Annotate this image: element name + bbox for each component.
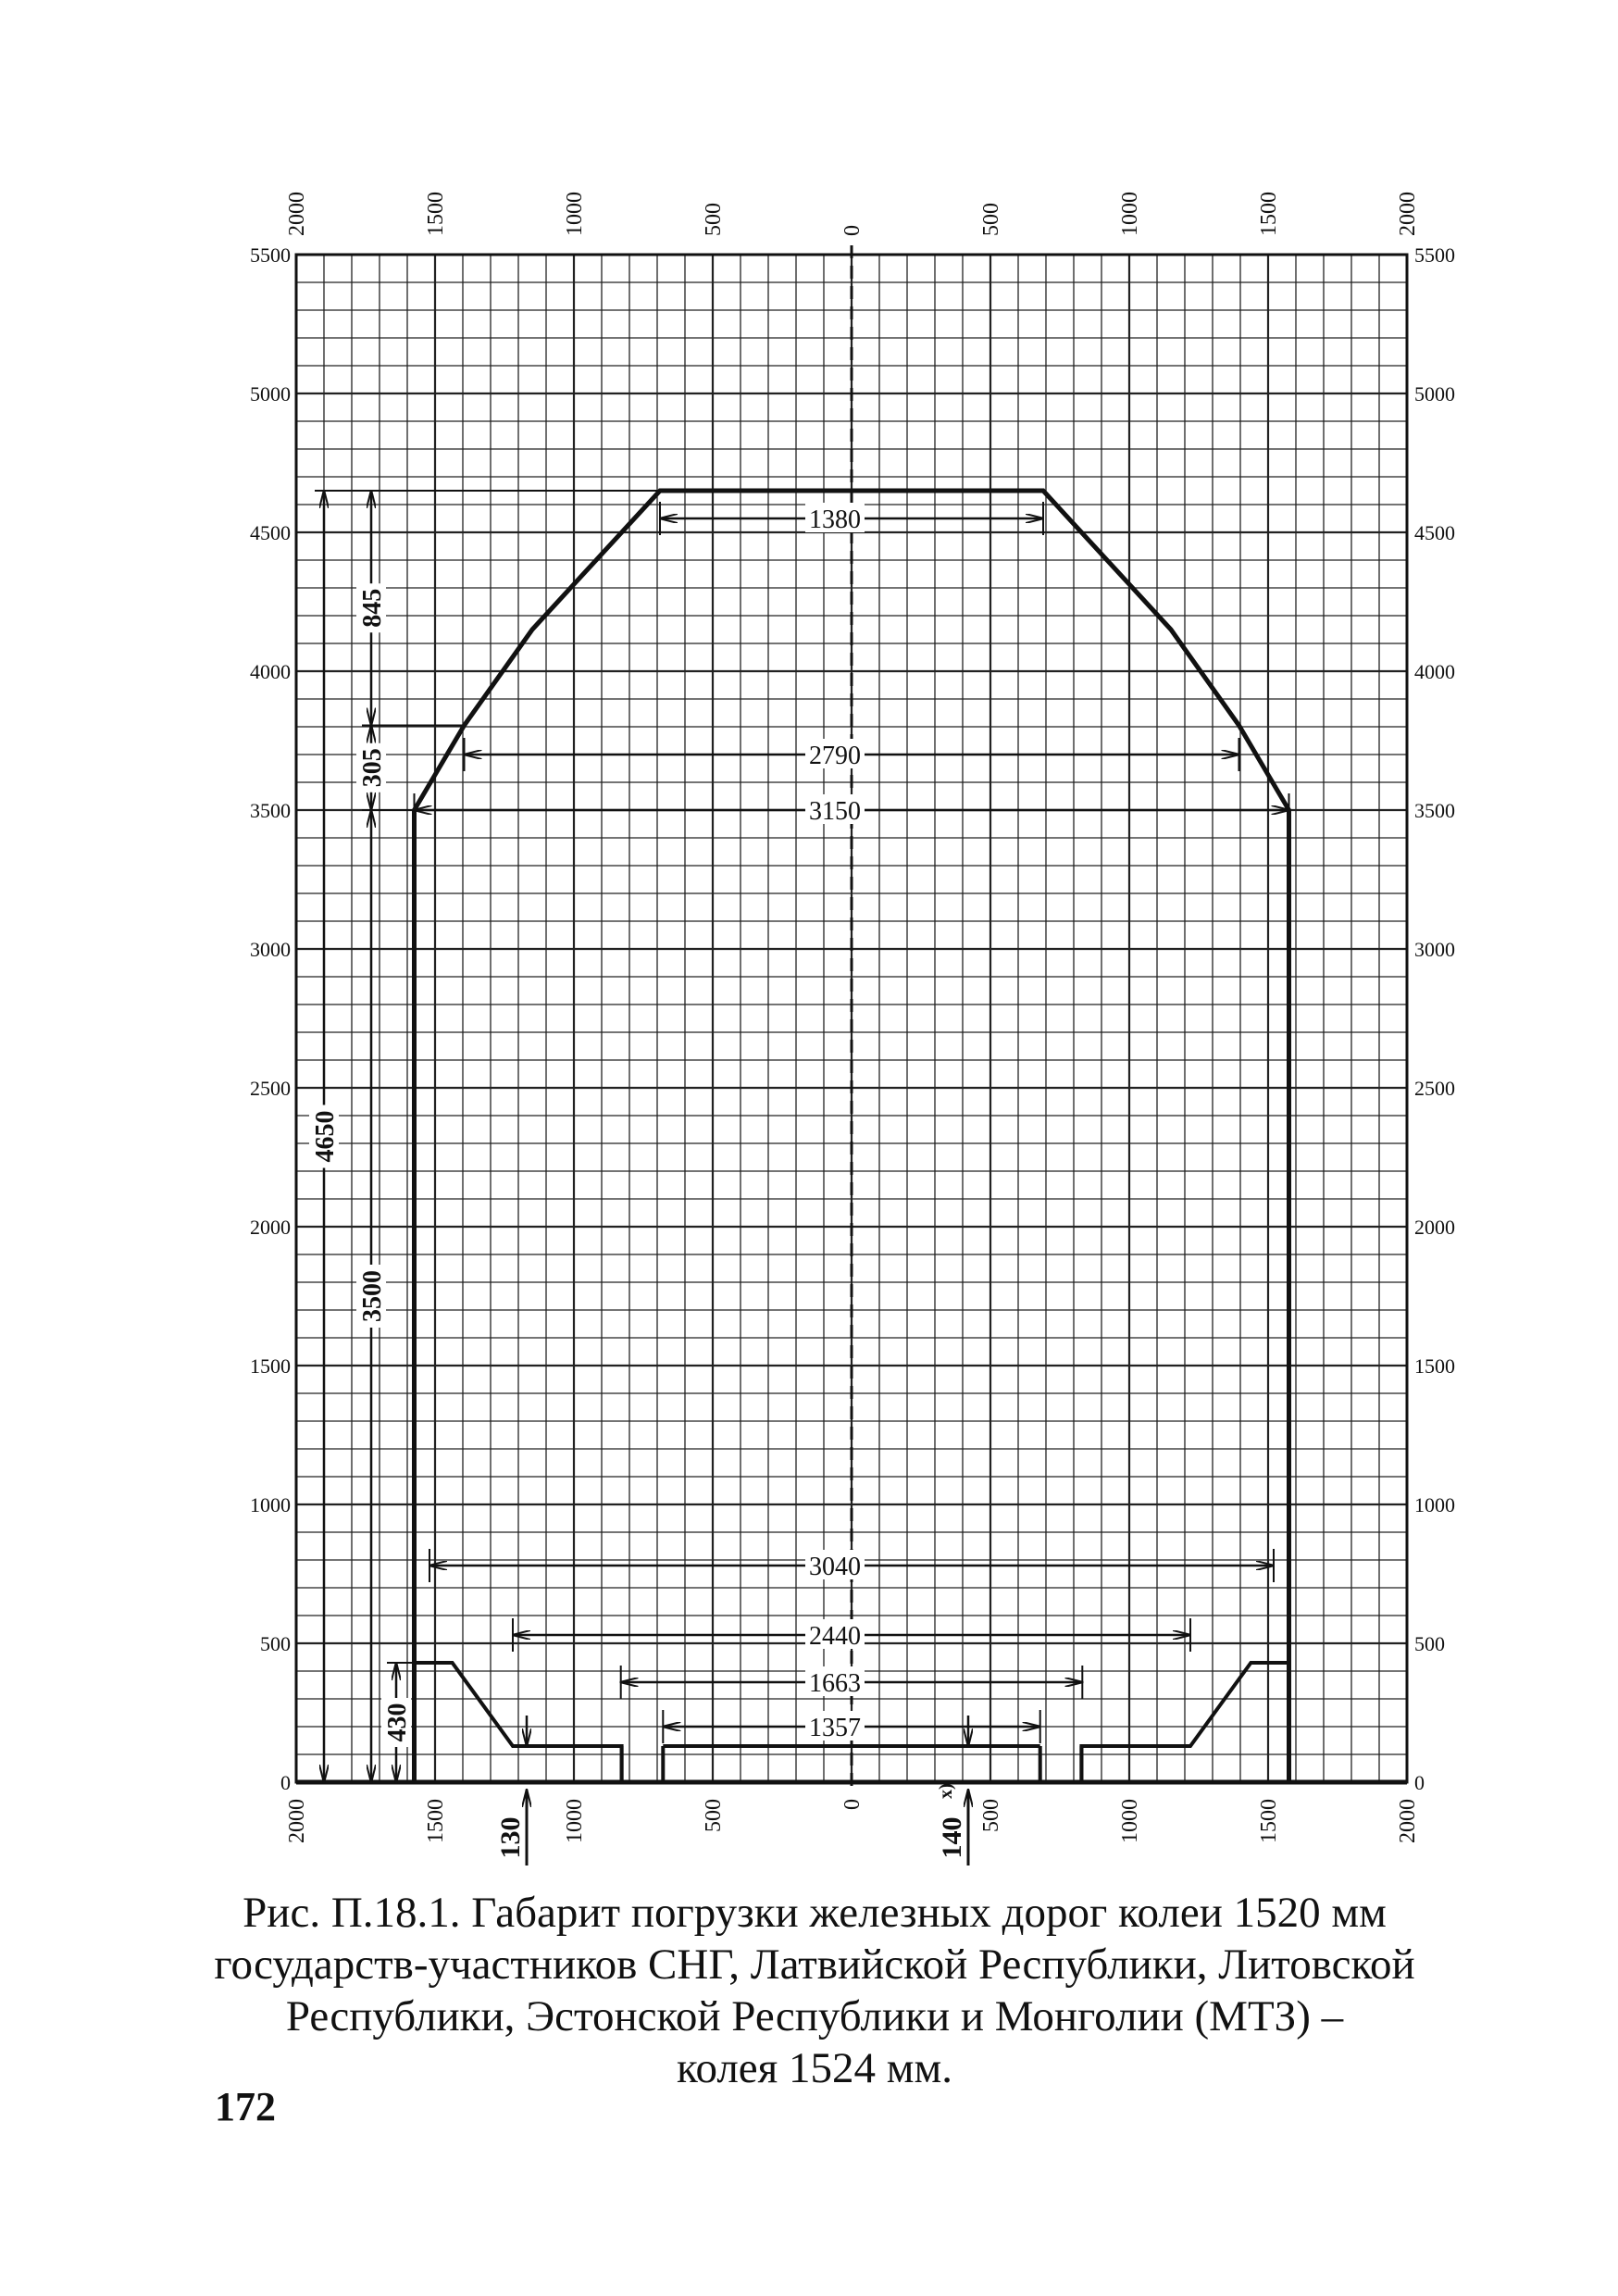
y-tick-label-right: 500: [1414, 1632, 1445, 1655]
y-tick-label-left: 3000: [250, 938, 291, 961]
x-tick-label-bottom: 2000: [285, 1799, 309, 1843]
y-tick-label-left: 5500: [250, 243, 291, 267]
dimension-label-2440: 2440: [809, 1622, 861, 1651]
dimension-label-1663: 1663: [809, 1669, 861, 1698]
y-tick-label-right: 5000: [1414, 382, 1455, 406]
x-tick-label-bottom: 1500: [1257, 1799, 1281, 1843]
caption-line-3: Республики, Эстонской Республики и Монголии (МТЗ) –: [285, 1992, 1344, 2040]
x-tick-label-top: 1000: [563, 192, 587, 236]
x-tick-label-bottom: 1000: [1118, 1799, 1142, 1843]
y-tick-label-right: 4500: [1414, 521, 1455, 544]
x-tick-label-top: 500: [979, 203, 1003, 236]
x-tick-label-top: 2000: [285, 192, 309, 236]
y-tick-label-left: 3500: [250, 799, 291, 822]
x-tick-label-top: 1500: [424, 192, 448, 236]
x-tick-label-top: 2000: [1396, 192, 1420, 236]
y-tick-label-left: 2500: [250, 1077, 291, 1100]
caption-line-4: колея 1524 мм.: [677, 2044, 952, 2092]
x-tick-label-top: 0: [840, 225, 865, 236]
x-tick-label-bottom: 2000: [1396, 1799, 1420, 1843]
y-tick-label-right: 1500: [1414, 1354, 1455, 1378]
dimension-lines: [309, 491, 1289, 1866]
y-tick-label-left: 1500: [250, 1354, 291, 1378]
lower-outline-right: [1081, 1663, 1274, 1782]
x-tick-label-top: 500: [702, 203, 726, 236]
dimension-label-1380: 1380: [809, 505, 861, 534]
dimension-label-1357: 1357: [809, 1714, 861, 1742]
y-tick-label-right: 2500: [1414, 1077, 1455, 1100]
caption-line-2: государств-участников СНГ, Латвийской Республики, Литовской: [214, 1940, 1415, 1989]
y-tick-label-left: 0: [280, 1771, 291, 1794]
y-tick-label-right: 2000: [1414, 1216, 1455, 1239]
x-tick-label-bottom: 500: [702, 1799, 726, 1832]
marker-footnote-sup: x): [936, 1783, 956, 1799]
y-tick-label-left: 4500: [250, 521, 291, 544]
x-tick-label-bottom: 500: [979, 1799, 1003, 1832]
y-tick-label-right: 1000: [1414, 1493, 1455, 1516]
y-tick-label-left: 4000: [250, 660, 291, 683]
x-tick-label-bottom: 0: [840, 1799, 865, 1810]
x-tick-label-top: 1000: [1118, 192, 1142, 236]
y-tick-label-right: 5500: [1414, 243, 1455, 267]
marker-label-130: 130: [495, 1816, 526, 1859]
y-tick-label-left: 1000: [250, 1493, 291, 1516]
marker-label-140: 140: [937, 1816, 967, 1859]
x-tick-label-top: 1500: [1257, 192, 1281, 236]
y-tick-label-left: 500: [260, 1632, 291, 1655]
dimension-label-2790: 2790: [809, 742, 861, 770]
page-number: 172: [215, 2084, 276, 2129]
y-tick-label-right: 3000: [1414, 938, 1455, 961]
y-tick-label-left: 2000: [250, 1216, 291, 1239]
y-tick-label-left: 5000: [250, 382, 291, 406]
dimension-label-430: 430: [383, 1703, 412, 1742]
dimension-label-4650: 4650: [311, 1110, 340, 1163]
dimension-label-305: 305: [358, 748, 387, 788]
caption-line-1: Рис. П.18.1. Габарит погрузки железных дорог колеи 1520 мм: [243, 1889, 1387, 1937]
y-tick-label-right: 0: [1414, 1771, 1425, 1794]
x-tick-label-bottom: 1000: [563, 1799, 587, 1843]
x-tick-label-bottom: 1500: [424, 1799, 448, 1843]
dimension-label-845: 845: [358, 588, 387, 628]
y-tick-label-right: 3500: [1414, 799, 1455, 822]
dimension-label-3040: 3040: [809, 1553, 861, 1581]
y-tick-label-right: 4000: [1414, 660, 1455, 683]
dimension-label-3150: 3150: [809, 797, 861, 826]
dimension-label-3500: 3500: [358, 1270, 387, 1322]
